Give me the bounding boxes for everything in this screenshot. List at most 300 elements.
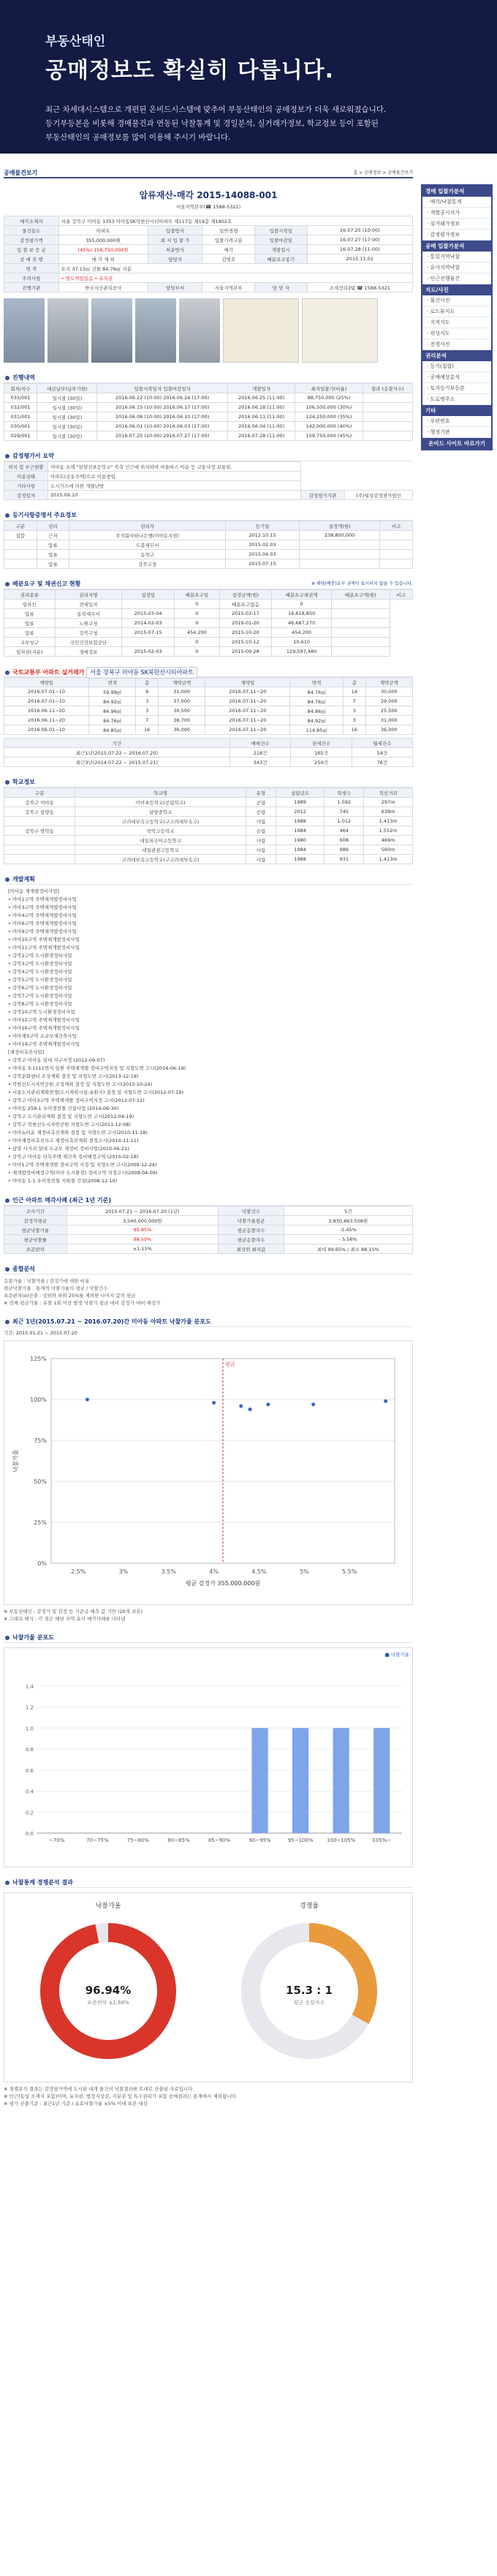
table-header: 층 — [136, 678, 159, 687]
pie-chart-bid-rate — [13, 1896, 203, 2079]
table-row — [4, 817, 413, 826]
table-cell: 2016.07.11~20 — [205, 687, 290, 697]
table-cell: 일시불 (30일) — [37, 412, 97, 422]
table-cell: 1,592 — [325, 798, 364, 807]
table-header: 등기일 — [226, 521, 300, 531]
table-cell: 218건 — [229, 748, 290, 758]
table-header: 학생수 — [325, 788, 364, 798]
scatter-point — [266, 1402, 270, 1406]
sidebar-item[interactable]: · 물건사진 — [422, 295, 491, 306]
sidebar-item[interactable]: · 공매예상분석 — [422, 372, 491, 383]
x-tick-label: 3% — [118, 1568, 129, 1575]
table-cell: 0 — [272, 600, 332, 609]
table-cell — [299, 540, 379, 550]
table-row — [4, 748, 413, 758]
bullet-icon — [5, 454, 10, 458]
y-tick-label: 0.2 — [25, 1810, 34, 1816]
pie-title: 경쟁률 — [299, 1903, 319, 1910]
x-axis-label: 평균 감정가 355,000,000원 — [185, 1580, 261, 1587]
table-cell: 14 — [344, 687, 366, 697]
table-header: 결과 (응찰자수) — [363, 384, 412, 393]
table-cell: 공립 — [246, 807, 276, 817]
table-header: 권리자 — [69, 521, 226, 531]
table-cell — [363, 393, 412, 403]
list-item: • 미아1구역 주택재개발정비사업 — [8, 896, 77, 902]
stats-tab[interactable]: 서울 강북구 미아동 SK북한산시티아파트 — [86, 667, 197, 679]
table-header: 계약일 — [4, 678, 89, 687]
table-cell: 142,000,000 (40%) — [295, 422, 363, 431]
pie-notes: ※ 경쟁분석 결과는 감정평가액에 도시된 대개 물건의 낙찰결과를 토대로 산출된 자료입니다. ※ 인근(동일 소재지 포함)이며, 유치권, 법정지상권, 지분권 및 특수권리가 포함 공매결과는 통계에서 제외됩니다. ※ 평가 산출기준 : 최근1년 기준 / 유효낙찰가율 ±5% 이내 표본 대상 — [4, 2086, 238, 2107]
table-header: 설정금액(원) — [219, 590, 272, 600]
table-cell — [4, 817, 75, 826]
y-tick-label: 0.6 — [25, 1767, 34, 1774]
analysis-header: 종합분석 — [4, 1264, 413, 1274]
sidebar-item[interactable]: · 감정평가정보 — [422, 230, 491, 241]
claims-header: 배분요구 및 채권신고 현황 ※ 배당(배분)요구 금액이 표시되지 않을 수 있습니다. — [4, 579, 413, 589]
table-cell: 2016.07.11~20 — [205, 716, 290, 725]
x-tick-label: 5.5% — [341, 1568, 357, 1575]
table-row — [4, 628, 413, 638]
table-cell: 84.76㎡ — [290, 697, 344, 706]
table-cell: 129,597,480 — [272, 647, 332, 657]
table-cell: 국민건강보험공단 — [55, 638, 122, 647]
table-cell: 고려대부속고등학교(구고려대부속고) — [75, 855, 246, 864]
table-cell: 2015-03-04 — [122, 609, 175, 619]
list-item: • 강북5구역 도시환경정비사업 — [8, 977, 72, 983]
section-title: 공매물건보기 — [4, 170, 38, 176]
table-cell: 압류 — [37, 550, 69, 559]
table-cell: 54건 — [352, 748, 412, 758]
table-row — [4, 836, 413, 845]
sidebar — [421, 184, 493, 450]
table-cell: 114.85㎡ — [290, 725, 344, 735]
table-cell: 84.86㎡ — [290, 706, 344, 716]
table-cell — [4, 550, 37, 559]
list-item: • 미아3구역 주택재개발정비사업 — [8, 904, 77, 910]
table-cell: 대일외국어고등학교 — [75, 836, 246, 845]
table-cell — [4, 855, 75, 864]
table-header: 매매건수 — [229, 739, 290, 748]
bar-header: 낙찰가율 분포도 — [4, 1633, 413, 1643]
table-cell: 3 — [344, 716, 366, 725]
list-item: • 미아19구역 주택재개발정비사업 — [8, 1041, 80, 1047]
table-cell — [4, 845, 75, 855]
table-cell: 029/001 — [4, 431, 37, 441]
x-tick-label: 85~90% — [208, 1837, 231, 1843]
scatter-point — [212, 1401, 216, 1405]
table-cell: 2016.06.01~10 — [4, 725, 89, 735]
table-cell: 도시가스에 의한 개별난방 — [48, 481, 301, 491]
detail-table: 매각소재지 서울 강북구 미아동 1353 미아동SK북한산시티아파트 제117동 제19층 제1902호 물건용도 아파트 입찰방식 일반경쟁 입찰시작일 16.07.25 (10:00) 감정평가액 355,000,000원 최 저 입 찰 가 입찰가격구분 입찰마감일 16.07.27 (17:00) 입 찰 보 증 금 (45%) 159,750,000원 처분방식 매각 개찰일시 16.07.28 (11:00) 공 매 진 행 매 각 제 외 담당자 김영호 배분요구종기 2015.11.02 면 적 토지 37.15㎡ 건물 84.76㎡ 지분 주의사항 • 명도책임있음 • 유치권 진행기관 한국자산관리공사 담당부서 서울지역본부 담 당 자 조세정리3팀 ☎ 1588-5321 — [4, 216, 413, 292]
table-row — [4, 758, 413, 767]
table-cell — [331, 609, 390, 619]
list-item: • 강북2구역 도시환경정비사업 — [8, 953, 72, 959]
sidebar-item[interactable]: · 전경사진 — [422, 339, 491, 350]
list-item: • 강북문화센터 조성계획 결정 및 지형도면 고시(2013-12-19) — [8, 1073, 139, 1079]
table-cell: 464 — [325, 826, 364, 836]
pie-sub-label: 평균 응찰자수 — [293, 2000, 325, 2006]
table-cell: 이용상태 — [4, 472, 48, 481]
table-row — [4, 531, 413, 540]
scatter-point — [311, 1402, 315, 1406]
table-row — [4, 826, 413, 836]
breadcrumb[interactable]: 홈 > 공매정보 > 공매물건보기 — [353, 170, 413, 175]
table-row — [4, 412, 413, 422]
rights-table — [4, 521, 413, 569]
table-cell: 2016.06.15 (10:00) 2016.06.17 (17:00) — [97, 403, 227, 412]
table-cell — [331, 647, 390, 657]
x-tick-label: ~70% — [49, 1837, 65, 1843]
list-item: • 강북구 미아동 단독주택 재건축 정비예정구역 (2010-02-18) — [8, 1154, 139, 1160]
table-cell: 84.92㎡ — [290, 716, 344, 725]
y-tick-label: 1.4 — [25, 1683, 34, 1690]
table-cell: 북악고등학교 — [75, 826, 246, 836]
sidebar-item[interactable]: · 도로명주소 — [422, 394, 491, 405]
photo-building-5[interactable] — [179, 298, 220, 363]
table-cell: 0 — [175, 647, 220, 657]
table-row — [4, 600, 413, 609]
pie-header: 낙찰통계 경쟁분석 결과 — [4, 1878, 413, 1888]
table-header: 권리종류 — [4, 590, 56, 600]
photo-building-1[interactable] — [4, 298, 45, 363]
table-row — [4, 706, 413, 716]
bullet-icon — [5, 1320, 10, 1324]
list-item: • 미아4구역 주택재개발정비사업 — [8, 913, 77, 918]
table-cell: 159,750,000 (45%) — [295, 431, 363, 441]
rights-header: 등기사항증명서 주요정보 — [4, 510, 413, 521]
case-subtitle: 서울지역본부(☎ 1588-5321) — [175, 204, 241, 210]
x-tick-label: 95~100% — [287, 1837, 314, 1843]
table-cell — [4, 836, 75, 845]
table-header: 배분요구액(원) — [331, 590, 390, 600]
table-cell: 9 — [136, 687, 159, 697]
appraisal-header: 감정평가서 요약 — [4, 451, 413, 461]
table-header: 계약금액 — [158, 678, 205, 687]
bullet-icon — [5, 671, 10, 675]
table-cell: 1,552m — [364, 826, 413, 836]
sidebar-item[interactable]: · 개별공시지가 — [422, 208, 491, 219]
table-cell: 608 — [325, 836, 364, 845]
photo-building-4[interactable] — [135, 298, 176, 363]
table-header: 직선거리 — [364, 788, 413, 798]
table-cell: 최근1년(2015.07.22 ~ 2016.07.20) — [4, 748, 230, 758]
y-tick-label: 1.2 — [25, 1704, 34, 1711]
list-item: • 미아동 1-1 우이경전철 지하철 건설(2008-12-10) — [8, 1178, 118, 1184]
table-cell: 7 — [136, 716, 159, 725]
list-item: • 미아뉴타운 재정비촉진계획 결정 및 지형도면 고시(2010-11-18) — [8, 1130, 148, 1136]
table-cell: 560m — [364, 845, 413, 855]
table-row — [4, 431, 413, 441]
table-cell: 3 — [136, 697, 159, 706]
table-cell: 전세입자 — [55, 600, 122, 609]
table-cell — [299, 550, 379, 559]
table-cell: 254건 — [291, 758, 352, 767]
table-cell: 2015-03-17 — [219, 609, 272, 619]
sidebar-item[interactable]: · 지적지도 — [422, 317, 491, 328]
table-cell: 989 — [325, 845, 364, 855]
table-cell: 2016.06.25 (11:00) — [227, 393, 295, 403]
table-cell: 감정평가기관 — [300, 491, 344, 500]
table-header: 비고 — [390, 590, 412, 600]
y-axis-label: 낙찰가율 — [12, 1449, 19, 1473]
table-row — [4, 481, 413, 491]
sidebar-group-header: 기타 — [422, 405, 491, 416]
sidebar-item[interactable]: · 통일지역낙찰 — [422, 252, 491, 262]
table-cell: 297m — [364, 798, 413, 807]
bullet-icon — [5, 1267, 10, 1272]
table-row — [4, 798, 413, 807]
table-cell: 사립 — [246, 817, 276, 826]
table-cell — [331, 600, 390, 609]
table-cell: 2016.06.11 (11:00) — [227, 412, 295, 422]
table-header: 층 — [344, 678, 366, 687]
sidebar-item[interactable]: · 매각/낙찰통계 — [422, 197, 491, 208]
list-item: • 강북4구역 도시환경정비사업 — [8, 969, 72, 975]
table-cell: 30,000 — [365, 687, 412, 697]
sidebar-group-header: 권리분석 — [422, 350, 491, 361]
table-cell: 30,500 — [158, 706, 205, 716]
table-header: 대금납부(납부기한) — [37, 384, 97, 393]
table-row — [4, 559, 413, 569]
sidebar-item[interactable]: · 행정기관 — [422, 427, 491, 438]
sidebar-item[interactable]: · 위성지도 — [422, 328, 491, 339]
table-header: 설립년도 — [276, 788, 325, 798]
table-cell — [331, 628, 390, 638]
x-tick-label: 75~80% — [126, 1837, 150, 1843]
table-header: 권리 — [37, 521, 69, 531]
table-cell: 343건 — [229, 758, 290, 767]
table-header: 회차/차수 — [4, 384, 37, 393]
table-cell: 032/001 — [4, 403, 37, 412]
y-tick-label: 0% — [37, 1560, 47, 1567]
table-cell: 임차인 — [4, 600, 56, 609]
dev-header: 개발계획 — [4, 875, 413, 885]
list-item: • 미아동 3-1111번지 일원 주택재개발 정비구역지정 및 지형도면 고시(2014-06-19) — [8, 1065, 186, 1071]
list-item: • 재개발정비예정구역(미아 도시환경) 정비구역 지정고시(2009-04-09) — [8, 1170, 158, 1176]
table-cell: 1988 — [276, 855, 325, 864]
table-cell: 배분요구없음 — [219, 600, 272, 609]
table-cell: 36,700 — [158, 716, 205, 725]
table-cell: 88,750,000 (25%) — [295, 393, 363, 403]
sidebar-item[interactable]: · 등기(집합) — [422, 361, 491, 372]
table-cell — [363, 412, 412, 422]
scatter-point — [239, 1404, 243, 1408]
table-cell: 2015-07-15 — [122, 628, 175, 638]
table-cell — [299, 559, 379, 569]
table-header: 구분 — [4, 788, 75, 798]
list-item: • 강북7구역 도시환경정비사업 — [8, 993, 72, 999]
table-cell: 2014-02-03 — [122, 619, 175, 628]
list-item: • 북한산도시자연공원 조성계획 결정 및 지형도면 고시(2013-10-24) — [8, 1081, 153, 1087]
mean-label: 평균 — [225, 1361, 235, 1367]
sidebar-footer-link[interactable]: 온비드 사이트 바로가기 — [422, 438, 491, 449]
y-tick-label: 0.0 — [25, 1831, 34, 1837]
x-tick-label: 105%~ — [372, 1837, 392, 1843]
schools-header: 학교정보 — [4, 777, 413, 787]
list-item: • 미아16구역 주택재개발정비사업 — [8, 1025, 80, 1031]
table-cell: 동작세무서 — [55, 609, 122, 619]
table-cell: 124,250,000 (35%) — [295, 412, 363, 422]
bar — [373, 1728, 390, 1833]
table-cell: 압류 — [4, 619, 56, 628]
photo-building-2[interactable] — [48, 298, 88, 363]
appraisal-table — [4, 461, 413, 500]
table-cell — [380, 531, 413, 540]
x-tick-label: 2.5% — [70, 1568, 86, 1575]
list-item: [미아동 재개발정비사업] — [8, 888, 59, 894]
pie-value-label: 15.3 : 1 — [285, 1984, 333, 1997]
table-cell: 031/001 — [4, 412, 37, 422]
table-cell: 1,413m — [364, 855, 413, 864]
sidebar-item[interactable]: · 실거래가정보 — [422, 219, 491, 230]
table-cell: 기타사항 — [4, 481, 48, 491]
table-cell: 강북구청 — [55, 628, 122, 638]
map-view[interactable] — [223, 298, 299, 363]
table-cell: 1984 — [276, 845, 325, 855]
bullet-icon — [5, 1636, 10, 1640]
table-header: 설정일 — [122, 590, 175, 600]
table-cell: 3 — [344, 706, 366, 716]
table-row — [4, 716, 413, 725]
table-cell: 2016.06.11~20 — [4, 706, 89, 716]
table-cell: 76건 — [352, 758, 412, 767]
main-content — [4, 168, 413, 2107]
table-cell: 25,500 — [365, 706, 412, 716]
table-cell: 2015-10-12 — [219, 638, 272, 647]
bullet-icon — [5, 877, 10, 882]
schools-table — [4, 787, 413, 864]
table-cell: 일시불 (30일) — [37, 431, 97, 441]
pie-chart-box — [4, 1892, 413, 2082]
table-cell: 삼양중학교 — [75, 807, 246, 817]
table-header: 계약금액 — [365, 678, 412, 687]
table-cell: 1,413m — [364, 817, 413, 826]
sidebar-item[interactable]: · 우편번호 — [422, 416, 491, 427]
list-item: • 강북구 미아동 일대 지구지정 (2012-09-07) — [8, 1057, 105, 1063]
table-cell — [331, 638, 390, 647]
table-cell: 공립 — [246, 798, 276, 807]
hero-subtitle: 부동산태인 — [45, 34, 106, 49]
table-cell: 1988 — [276, 817, 325, 826]
table-row — [4, 422, 413, 431]
scatter-note: ※ 부동산태인 : 감정가 및 감정 등 기준금 예측 값 기반 (20개 표본) ※ 그래프 해석 : 각 점은 해당 지역 유사 매각사례를 나타냄 — [4, 1609, 143, 1622]
bar — [292, 1728, 308, 1833]
table-cell: 주식회사하나은행(미아동지점) — [69, 531, 226, 540]
x-tick-label: 90~95% — [248, 1837, 271, 1843]
table-row — [4, 491, 413, 500]
list-item: • 미아동 259-1 우이경전철 건설사업 (2014-06-30) — [8, 1106, 119, 1111]
hero-banner — [0, 0, 497, 154]
table-cell: 31,000 — [365, 716, 412, 725]
table-row — [4, 725, 413, 735]
table-cell: 감정일자 — [4, 491, 48, 500]
y-tick-label: 0.8 — [25, 1747, 34, 1753]
list-item: • 삼양 사거리 일대 소규모 재정비 정비사업(2010-06-21) — [8, 1146, 129, 1152]
table-cell: 2016.07.25 (10:00) 2016.07.27 (17:00) — [97, 431, 227, 441]
table-cell: 454,200 — [272, 628, 332, 638]
table-cell: 동작구 — [69, 550, 226, 559]
stats-header: 국토교통부 아파트 실거래가 서울 강북구 미아동 SK북한산시티아파트 — [4, 667, 413, 677]
list-item: • 강북6구역 도시환경정비사업 — [8, 985, 72, 991]
list-item: • 미아6구역 주택재개발정비사업 — [8, 921, 77, 926]
y-tick-label: 25% — [34, 1519, 47, 1526]
table-cell: 7 — [344, 697, 366, 706]
table-cell — [363, 422, 412, 431]
table-cell: 강북구 방학동 — [4, 826, 75, 836]
table-cell: 31,000 — [158, 687, 205, 697]
table-header: 구분 — [4, 521, 37, 531]
list-item: • 강북구 도시관리계획 결정 및 지형도면 고시(2012-04-19) — [8, 1114, 134, 1119]
table-cell: 강북구 미아동 — [4, 798, 75, 807]
stats-summary-table — [4, 738, 413, 767]
x-tick-label: 3.5% — [161, 1568, 176, 1575]
photo-building-3[interactable] — [91, 298, 132, 363]
map-view-2[interactable] — [302, 298, 378, 363]
table-cell: 압류 — [37, 540, 69, 550]
photo-gallery[interactable] — [4, 298, 413, 363]
bar-legend: ■ 낙찰가율 — [384, 1652, 409, 1658]
scatter-point — [384, 1400, 387, 1403]
table-cell: 29,000 — [365, 697, 412, 706]
sidebar-item[interactable]: · 토지등기부등본 — [422, 383, 491, 394]
table-cell: 1980 — [276, 836, 325, 845]
scatter-header: 최근 1년(2015.07.21 ~ 2016.07.20)간 미아동 아파트 낙찰가율 분포도 — [4, 1317, 413, 1327]
sidebar-item[interactable]: · 유사지역낙찰 — [422, 262, 491, 273]
table-cell: 2016.07.11~20 — [205, 697, 290, 706]
table-row — [4, 540, 413, 550]
table-row — [4, 472, 413, 481]
table-cell: 압류 — [4, 628, 56, 638]
sidebar-item[interactable]: · 인근진행물건 — [422, 273, 491, 284]
history-table — [4, 383, 413, 441]
table-cell — [122, 638, 175, 647]
scatter-point — [86, 1398, 89, 1402]
table-cell: 최근3년(2014.07.22 ~ 2015.07.21) — [4, 758, 230, 767]
list-item: • 강북3구역 도시환경정비사업 — [8, 961, 72, 967]
table-header: 유형 — [246, 788, 276, 798]
list-item: • 미아1구역 주택재개발 정비구역 지정 및 지형도면 고시(2009-12-24) — [8, 1162, 157, 1168]
pie-chart-competition — [214, 1896, 404, 2079]
table-row — [4, 697, 413, 706]
list-item: 응찰가율 : 낙찰가율 / 감정가에 대한 비율 — [4, 1278, 90, 1284]
table-cell: 16,618,850 — [272, 609, 332, 619]
table-cell: 16 — [136, 725, 159, 735]
table-cell — [4, 540, 37, 550]
table-cell: 745 — [325, 807, 364, 817]
table-row — [4, 462, 413, 472]
bullet-icon — [5, 376, 10, 380]
table-cell: 10,610 — [272, 638, 332, 647]
table-cell: 고려대부속고등학교(구고려대부속고) — [75, 817, 246, 826]
table-cell: 미아동 소재 "삼양선초등학교" 북측 인근에 위치하며 마을버스 이용 등 교통사정 보통임. — [48, 462, 301, 472]
list-item: • 강북8구역 도시환경정비사업 — [8, 1001, 72, 1007]
table-cell: 0 — [175, 609, 220, 619]
table-header: 면적 — [89, 678, 136, 687]
table-cell: 1,012 — [325, 817, 364, 826]
analysis-notes — [4, 1277, 413, 1307]
table-cell: 근저 — [37, 531, 69, 540]
table-cell: 강북구청 — [69, 559, 226, 569]
claims-table — [4, 589, 413, 657]
table-cell: 2016-01-20 — [219, 619, 272, 628]
table-cell: 일시불 (30일) — [37, 422, 97, 431]
table-cell: 639m — [364, 807, 413, 817]
table-cell: 106,500,000 (30%) — [295, 403, 363, 412]
dev-list — [4, 888, 413, 1185]
sidebar-item[interactable]: · 로드뷰지도 — [422, 306, 491, 317]
table-cell — [380, 540, 413, 550]
table-cell: 2016.07.01~10 — [4, 697, 89, 706]
